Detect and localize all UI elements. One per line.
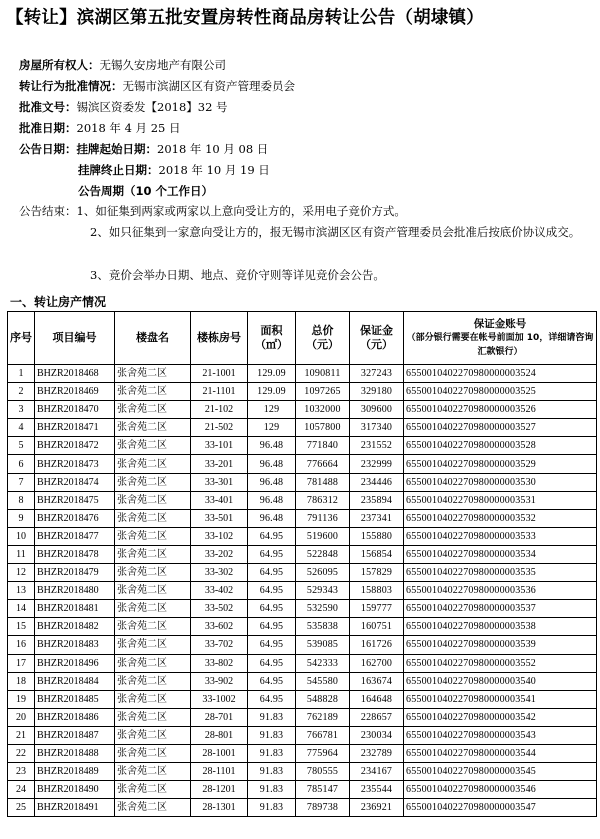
- cell-estate: 张舍苑二区: [115, 527, 191, 545]
- cell-code: BHZR2018474: [35, 473, 115, 491]
- cell-area: 64.95: [248, 654, 296, 672]
- page-title: 【转让】滨湖区第五批安置房转性商品房转让公告（胡埭镇）: [6, 8, 484, 28]
- cell-code: BHZR2018469: [35, 383, 115, 401]
- cell-account: 6550010402270980000003531: [404, 491, 597, 509]
- table-row: [8, 799, 597, 817]
- approval-date-label: 批准日期：: [19, 121, 77, 135]
- cell-area: 96.48: [248, 491, 296, 509]
- table-row: [8, 654, 597, 672]
- cell-estate: 张舍苑二区: [115, 744, 191, 762]
- cell-no: 10: [8, 527, 35, 545]
- cell-estate: 张舍苑二区: [115, 419, 191, 437]
- table-row: [8, 636, 597, 654]
- doc-no-label: 批准文号：: [19, 100, 77, 114]
- cell-account: 6550010402270980000003530: [404, 473, 597, 491]
- cell-room: 33-902: [191, 672, 248, 690]
- table-row: [8, 618, 597, 636]
- cell-room: 33-401: [191, 491, 248, 509]
- cell-estate: 张舍苑二区: [115, 636, 191, 654]
- cell-code: BHZR2018468: [35, 365, 115, 383]
- notice-label: 公告结束：: [19, 204, 77, 218]
- cell-deposit: 163674: [350, 672, 404, 690]
- table-header-row: [8, 312, 597, 365]
- cell-estate: 张舍苑二区: [115, 654, 191, 672]
- cell-estate: 张舍苑二区: [115, 690, 191, 708]
- cell-code: BHZR2018480: [35, 582, 115, 600]
- cell-deposit: 232999: [350, 455, 404, 473]
- cell-price: 1097265: [296, 383, 350, 401]
- header-area: [248, 312, 296, 365]
- cell-no: 6: [8, 455, 35, 473]
- cell-room: 28-1001: [191, 744, 248, 762]
- header-deposit: [350, 312, 404, 365]
- end-date-label: 挂牌终止日期：: [78, 163, 159, 177]
- cell-price: 776664: [296, 455, 350, 473]
- cell-code: BHZR2018475: [35, 491, 115, 509]
- cell-account: 6550010402270980000003537: [404, 600, 597, 618]
- table-row: [8, 527, 597, 545]
- cell-code: BHZR2018477: [35, 527, 115, 545]
- cell-deposit: 309600: [350, 401, 404, 419]
- cell-account: 6550010402270980000003543: [404, 726, 597, 744]
- cell-deposit: 161726: [350, 636, 404, 654]
- cell-deposit: 327243: [350, 365, 404, 383]
- cell-area: 91.83: [248, 763, 296, 781]
- cell-room: 21-102: [191, 401, 248, 419]
- cell-deposit: 231552: [350, 437, 404, 455]
- table-row: [8, 419, 597, 437]
- doc-no-line: [19, 99, 228, 115]
- cell-room: 33-402: [191, 582, 248, 600]
- table-row: [8, 437, 597, 455]
- cell-deposit: 235544: [350, 781, 404, 799]
- section-title: 一、转让房产情况: [10, 295, 107, 309]
- cell-room: 33-802: [191, 654, 248, 672]
- table-row: [8, 455, 597, 473]
- cell-price: 771840: [296, 437, 350, 455]
- cell-room: 33-201: [191, 455, 248, 473]
- cell-no: 11: [8, 545, 35, 563]
- cell-price: 526095: [296, 564, 350, 582]
- cell-room: 28-1301: [191, 799, 248, 817]
- cell-account: 6550010402270980000003547: [404, 799, 597, 817]
- cell-deposit: 160751: [350, 618, 404, 636]
- header-no: 序号: [8, 312, 35, 365]
- cell-deposit: 236921: [350, 799, 404, 817]
- approval-date-value: 2018 年 4 月 25 日: [76, 121, 181, 135]
- cell-area: 64.95: [248, 636, 296, 654]
- table-row: [8, 491, 597, 509]
- cell-price: 786312: [296, 491, 350, 509]
- header-area-2: （㎡）: [255, 338, 288, 351]
- cell-price: 542333: [296, 654, 350, 672]
- cell-account: 6550010402270980000003524: [404, 365, 597, 383]
- cell-area: 64.95: [248, 564, 296, 582]
- cell-account: 6550010402270980000003529: [404, 455, 597, 473]
- cell-account: 6550010402270980000003538: [404, 618, 597, 636]
- cell-price: 529343: [296, 582, 350, 600]
- table-row: [8, 726, 597, 744]
- cell-deposit: 228657: [350, 708, 404, 726]
- cell-code: BHZR2018488: [35, 744, 115, 762]
- cell-price: 785147: [296, 781, 350, 799]
- cell-estate: 张舍苑二区: [115, 708, 191, 726]
- cell-account: 6550010402270980000003533: [404, 527, 597, 545]
- cell-estate: 张舍苑二区: [115, 383, 191, 401]
- cell-no: 12: [8, 564, 35, 582]
- table-row: [8, 509, 597, 527]
- cell-estate: 张舍苑二区: [115, 564, 191, 582]
- cell-no: 8: [8, 491, 35, 509]
- cell-area: 96.48: [248, 473, 296, 491]
- header-price: [296, 312, 350, 365]
- cell-code: BHZR2018484: [35, 672, 115, 690]
- table-row: [8, 690, 597, 708]
- cell-estate: 张舍苑二区: [115, 509, 191, 527]
- cell-no: 18: [8, 672, 35, 690]
- cell-no: 22: [8, 744, 35, 762]
- cell-estate: 张舍苑二区: [115, 781, 191, 799]
- cell-area: 64.95: [248, 618, 296, 636]
- cell-no: 2: [8, 383, 35, 401]
- cell-deposit: 232789: [350, 744, 404, 762]
- cell-area: 96.48: [248, 509, 296, 527]
- cell-area: 129.09: [248, 383, 296, 401]
- cell-area: 91.83: [248, 781, 296, 799]
- cell-room: 33-202: [191, 545, 248, 563]
- cell-price: 780555: [296, 763, 350, 781]
- notice-date-line: [19, 141, 268, 157]
- cell-no: 15: [8, 618, 35, 636]
- cell-room: 33-502: [191, 600, 248, 618]
- cell-price: 539085: [296, 636, 350, 654]
- cell-area: 96.48: [248, 437, 296, 455]
- cell-price: 1057800: [296, 419, 350, 437]
- cell-deposit: 156854: [350, 545, 404, 563]
- cell-estate: 张舍苑二区: [115, 799, 191, 817]
- cell-area: 129: [248, 419, 296, 437]
- cell-area: 129: [248, 401, 296, 419]
- cell-estate: 张舍苑二区: [115, 365, 191, 383]
- cell-estate: 张舍苑二区: [115, 473, 191, 491]
- cell-deposit: 329180: [350, 383, 404, 401]
- cell-code: BHZR2018481: [35, 600, 115, 618]
- cell-price: 789738: [296, 799, 350, 817]
- cell-deposit: 158803: [350, 582, 404, 600]
- cell-account: 6550010402270980000003552: [404, 654, 597, 672]
- header-price-2: （元）: [306, 338, 339, 351]
- cell-code: BHZR2018476: [35, 509, 115, 527]
- cell-room: 21-1001: [191, 365, 248, 383]
- header-estate: 楼盘名: [115, 312, 191, 365]
- cell-account: 6550010402270980000003544: [404, 744, 597, 762]
- cell-room: 21-1101: [191, 383, 248, 401]
- approval-date-line: [19, 120, 181, 136]
- cell-area: 64.95: [248, 690, 296, 708]
- cell-area: 64.95: [248, 672, 296, 690]
- period-label: 公告周期（10 个工作日）: [78, 184, 214, 198]
- owner-label: 房屋所有权人：: [19, 58, 100, 72]
- cell-room: 33-102: [191, 527, 248, 545]
- cell-no: 16: [8, 636, 35, 654]
- cell-room: 33-1002: [191, 690, 248, 708]
- cell-code: BHZR2018483: [35, 636, 115, 654]
- cell-no: 25: [8, 799, 35, 817]
- cell-no: 19: [8, 690, 35, 708]
- approval-label: 转让行为批准情况：: [19, 79, 123, 93]
- table-row: [8, 672, 597, 690]
- cell-code: BHZR2018496: [35, 654, 115, 672]
- cell-code: BHZR2018479: [35, 564, 115, 582]
- cell-room: 33-302: [191, 564, 248, 582]
- end-date-value: 2018 年 10 月 19 日: [158, 163, 270, 177]
- cell-code: BHZR2018473: [35, 455, 115, 473]
- header-account-1: 保证金账号: [473, 318, 527, 330]
- cell-account: 6550010402270980000003526: [404, 401, 597, 419]
- table-row: [8, 365, 597, 383]
- cell-account: 6550010402270980000003536: [404, 582, 597, 600]
- notice-item-1: [19, 202, 579, 221]
- table-row: [8, 708, 597, 726]
- doc-no-value: 锡滨区资委发【2018】32 号: [76, 100, 228, 114]
- cell-no: 3: [8, 401, 35, 419]
- cell-deposit: 162700: [350, 654, 404, 672]
- approval-value: 无锡市滨湖区区有资产管理委员会: [122, 79, 295, 93]
- cell-code: BHZR2018485: [35, 690, 115, 708]
- cell-price: 766781: [296, 726, 350, 744]
- cell-account: 6550010402270980000003527: [404, 419, 597, 437]
- table-row: [8, 781, 597, 799]
- cell-code: BHZR2018478: [35, 545, 115, 563]
- cell-price: 545580: [296, 672, 350, 690]
- start-date-label: 挂牌起始日期：: [76, 142, 157, 156]
- cell-no: 14: [8, 600, 35, 618]
- cell-deposit: 317340: [350, 419, 404, 437]
- cell-code: BHZR2018470: [35, 401, 115, 419]
- cell-deposit: 237341: [350, 509, 404, 527]
- cell-price: 791136: [296, 509, 350, 527]
- cell-deposit: 155880: [350, 527, 404, 545]
- cell-room: 28-701: [191, 708, 248, 726]
- header-deposit-2: （元）: [360, 338, 393, 351]
- cell-code: BHZR2018471: [35, 419, 115, 437]
- end-date-line: [78, 162, 270, 178]
- notice-date-label: 公告日期：: [19, 142, 77, 156]
- cell-no: 4: [8, 419, 35, 437]
- table-row: [8, 545, 597, 563]
- cell-estate: 张舍苑二区: [115, 455, 191, 473]
- cell-account: 6550010402270980000003546: [404, 781, 597, 799]
- cell-price: 522848: [296, 545, 350, 563]
- cell-area: 91.83: [248, 744, 296, 762]
- owner-value: 无锡久安房地产有限公司: [99, 58, 226, 72]
- cell-estate: 张舍苑二区: [115, 618, 191, 636]
- header-room: 楼栋房号: [191, 312, 248, 365]
- cell-price: 781488: [296, 473, 350, 491]
- cell-price: 1032000: [296, 401, 350, 419]
- cell-estate: 张舍苑二区: [115, 763, 191, 781]
- cell-estate: 张舍苑二区: [115, 672, 191, 690]
- cell-account: 6550010402270980000003542: [404, 708, 597, 726]
- cell-room: 33-602: [191, 618, 248, 636]
- cell-code: BHZR2018486: [35, 708, 115, 726]
- notice-item-3: 3、竞价会举办日期、地点、竞价守则等详见竞价会公告。: [90, 268, 385, 282]
- cell-area: 64.95: [248, 527, 296, 545]
- cell-estate: 张舍苑二区: [115, 491, 191, 509]
- cell-account: 6550010402270980000003540: [404, 672, 597, 690]
- cell-account: 6550010402270980000003545: [404, 763, 597, 781]
- cell-no: 17: [8, 654, 35, 672]
- cell-code: BHZR2018487: [35, 726, 115, 744]
- cell-area: 96.48: [248, 455, 296, 473]
- cell-code: BHZR2018482: [35, 618, 115, 636]
- cell-deposit: 159777: [350, 600, 404, 618]
- header-code: 项目编号: [35, 312, 115, 365]
- cell-price: 532590: [296, 600, 350, 618]
- cell-area: 91.83: [248, 708, 296, 726]
- cell-code: BHZR2018472: [35, 437, 115, 455]
- table-row: [8, 383, 597, 401]
- cell-room: 33-301: [191, 473, 248, 491]
- table-row: [8, 564, 597, 582]
- table-row: [8, 582, 597, 600]
- approval-line: [19, 78, 295, 94]
- cell-room: 33-101: [191, 437, 248, 455]
- cell-area: 64.95: [248, 545, 296, 563]
- cell-account: 6550010402270980000003535: [404, 564, 597, 582]
- cell-estate: 张舍苑二区: [115, 582, 191, 600]
- owner-line: [19, 57, 226, 73]
- cell-estate: 张舍苑二区: [115, 545, 191, 563]
- cell-estate: 张舍苑二区: [115, 437, 191, 455]
- cell-account: 6550010402270980000003534: [404, 545, 597, 563]
- notice-item-1-text: 1、如征集到两家或两家以上意向受让方的，采用电子竞价方式。: [76, 204, 406, 218]
- cell-area: 129.09: [248, 365, 296, 383]
- cell-room: 21-502: [191, 419, 248, 437]
- cell-price: 1090811: [296, 365, 350, 383]
- cell-account: 6550010402270980000003525: [404, 383, 597, 401]
- cell-account: 6550010402270980000003541: [404, 690, 597, 708]
- cell-price: 775964: [296, 744, 350, 762]
- cell-area: 91.83: [248, 726, 296, 744]
- cell-no: 7: [8, 473, 35, 491]
- cell-account: 6550010402270980000003532: [404, 509, 597, 527]
- header-price-1: 总价: [311, 324, 334, 337]
- table-row: [8, 763, 597, 781]
- cell-room: 28-1101: [191, 763, 248, 781]
- cell-estate: 张舍苑二区: [115, 600, 191, 618]
- cell-code: BHZR2018491: [35, 799, 115, 817]
- start-date-value: 2018 年 10 月 08 日: [157, 142, 269, 156]
- header-account: [404, 312, 597, 365]
- cell-price: 535838: [296, 618, 350, 636]
- table-row: [8, 744, 597, 762]
- cell-estate: 张舍苑二区: [115, 401, 191, 419]
- table-row: [8, 600, 597, 618]
- cell-deposit: 230034: [350, 726, 404, 744]
- cell-estate: 张舍苑二区: [115, 726, 191, 744]
- cell-room: 33-501: [191, 509, 248, 527]
- cell-room: 33-702: [191, 636, 248, 654]
- cell-room: 28-801: [191, 726, 248, 744]
- cell-no: 20: [8, 708, 35, 726]
- period-line: [78, 183, 213, 199]
- cell-account: 6550010402270980000003528: [404, 437, 597, 455]
- cell-no: 23: [8, 763, 35, 781]
- cell-area: 64.95: [248, 582, 296, 600]
- table-row: [8, 473, 597, 491]
- cell-deposit: 164648: [350, 690, 404, 708]
- cell-no: 5: [8, 437, 35, 455]
- cell-area: 91.83: [248, 799, 296, 817]
- cell-room: 28-1201: [191, 781, 248, 799]
- notice-item-2: 2、如只征集到一家意向受让方的，报无锡市滨湖区区有资产管理委员会批准后按底价协议成交。: [90, 225, 581, 239]
- header-area-1: 面积: [260, 324, 283, 337]
- cell-price: 548828: [296, 690, 350, 708]
- cell-no: 1: [8, 365, 35, 383]
- cell-deposit: 235894: [350, 491, 404, 509]
- table-row: [8, 401, 597, 419]
- cell-deposit: 234167: [350, 763, 404, 781]
- property-table: [7, 311, 597, 817]
- cell-no: 13: [8, 582, 35, 600]
- cell-deposit: 234446: [350, 473, 404, 491]
- cell-no: 9: [8, 509, 35, 527]
- cell-no: 24: [8, 781, 35, 799]
- cell-code: BHZR2018490: [35, 781, 115, 799]
- cell-code: BHZR2018489: [35, 763, 115, 781]
- header-deposit-1: 保证金: [360, 324, 393, 337]
- cell-no: 21: [8, 726, 35, 744]
- cell-price: 762189: [296, 708, 350, 726]
- cell-price: 519600: [296, 527, 350, 545]
- header-account-2: （部分银行需要在帐号前面加 10，详细请咨询汇款银行）: [406, 333, 594, 357]
- cell-area: 64.95: [248, 600, 296, 618]
- cell-deposit: 157829: [350, 564, 404, 582]
- cell-account: 6550010402270980000003539: [404, 636, 597, 654]
